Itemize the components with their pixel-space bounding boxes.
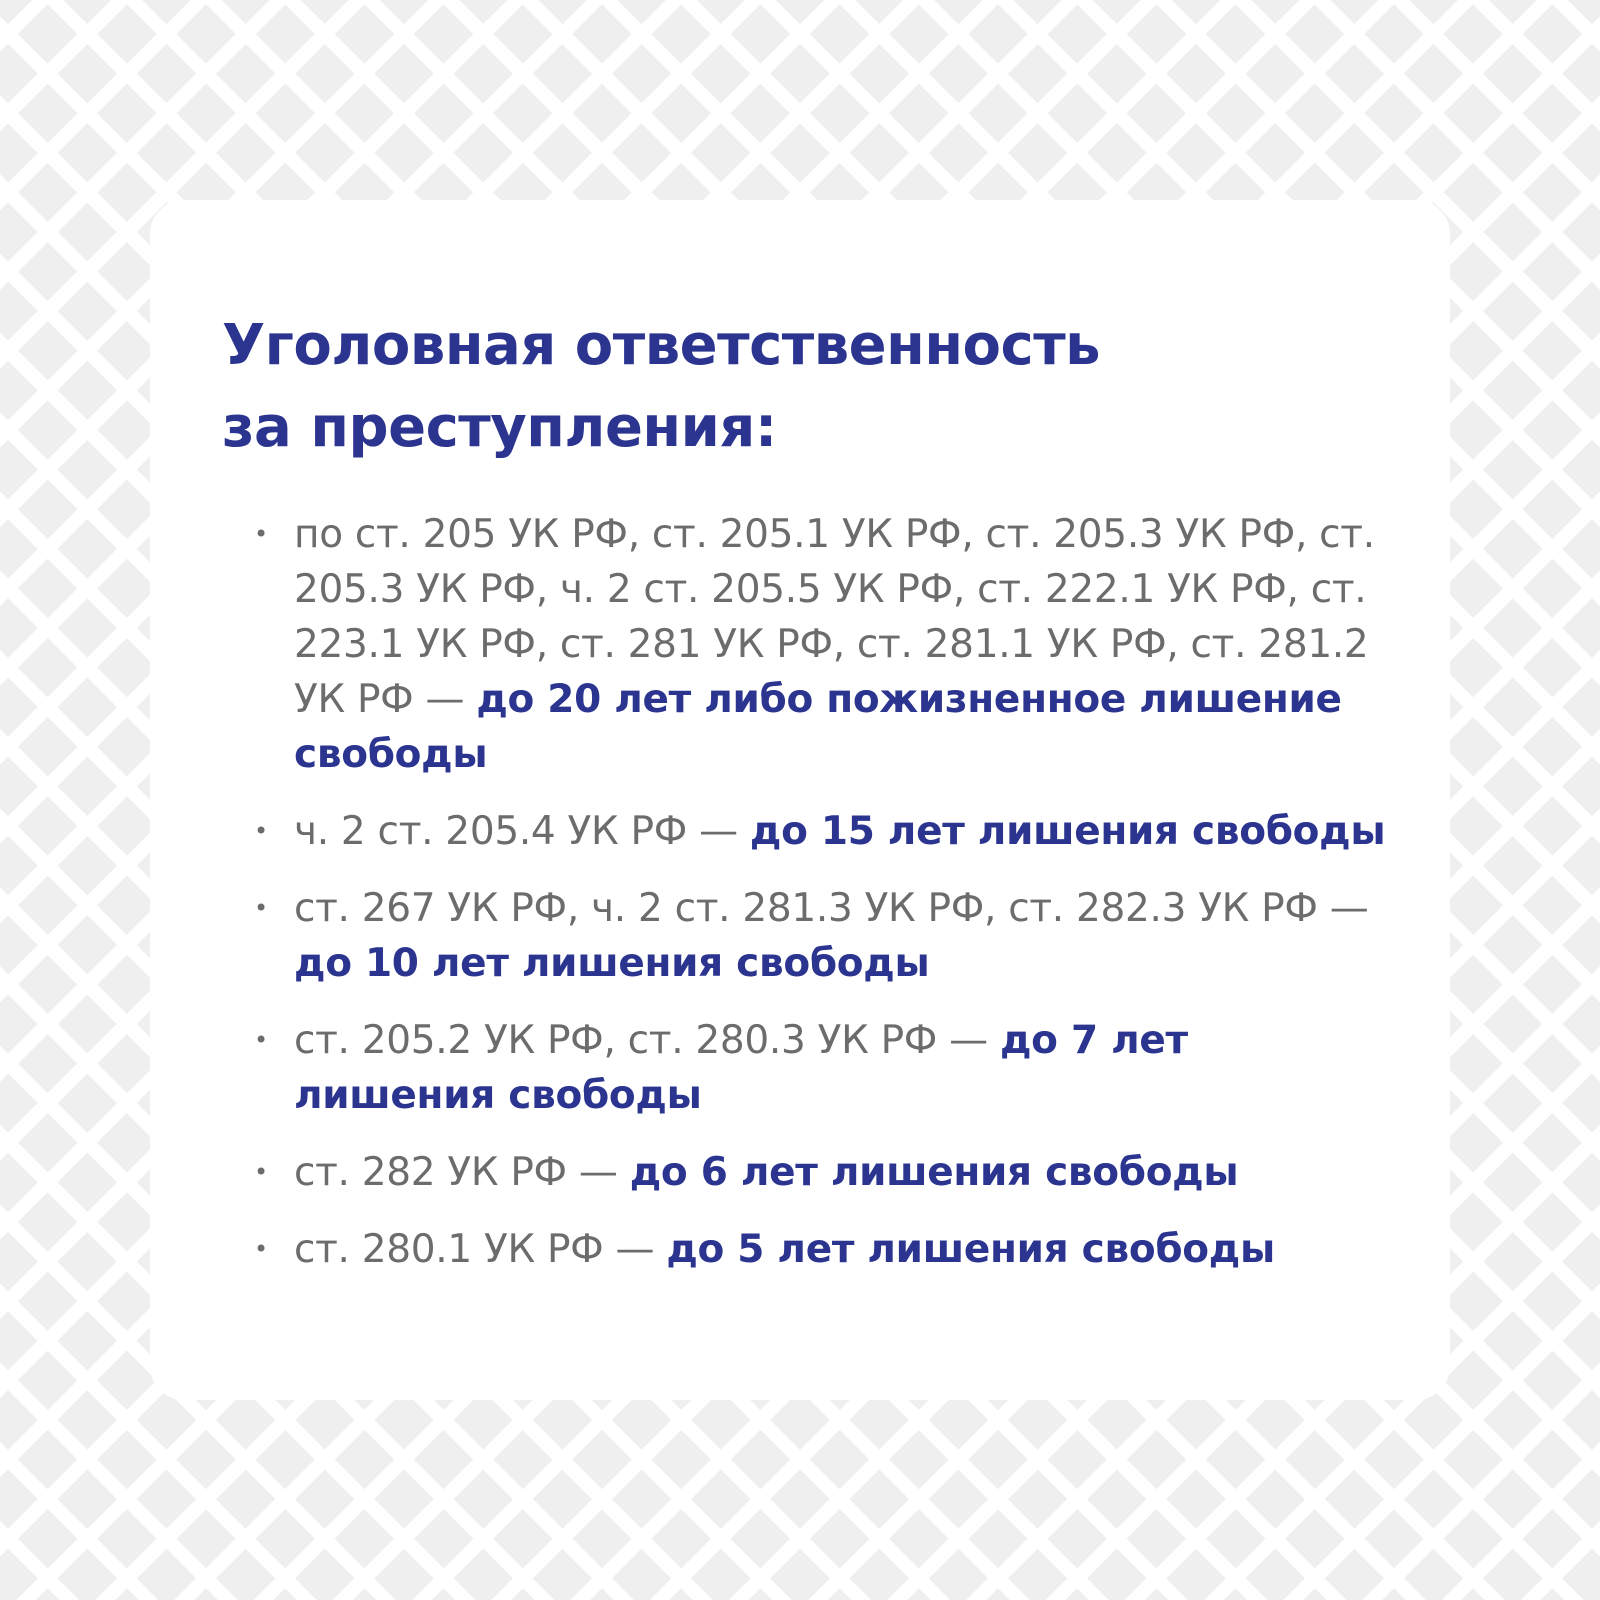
page-title <box>222 305 1390 469</box>
penalty-text: до 20 лет либо пожизненное лишение свободы <box>294 677 1342 777</box>
bullet-icon: • <box>254 1235 268 1263</box>
title-line-1: Уголовная ответственность <box>222 313 1101 378</box>
bullet-icon: • <box>254 1158 268 1186</box>
list-item <box>254 1013 1390 1123</box>
penalty-text: до 15 лет лишения свободы <box>749 809 1386 854</box>
penalty-text: до 5 лет лишения свободы <box>666 1227 1275 1272</box>
articles-text: ч. 2 ст. 205.4 УК РФ — <box>294 809 750 854</box>
articles-text: ст. 280.1 УК РФ — <box>294 1227 667 1272</box>
articles-text: ст. 267 УК РФ, ч. 2 ст. 281.3 УК РФ, ст. 282.3 УК РФ — <box>294 886 1369 931</box>
bullet-icon: • <box>254 1026 268 1054</box>
articles-text: ст. 282 УК РФ — <box>294 1150 630 1195</box>
title-line-2: за преступления: <box>222 395 777 460</box>
articles-text: ст. 205.2 УК РФ, ст. 280.3 УК РФ — <box>294 1018 1000 1063</box>
penalty-text: до 10 лет лишения свободы <box>294 941 930 986</box>
list-item <box>254 1145 1390 1200</box>
bullet-icon: • <box>254 520 268 548</box>
list-item <box>254 804 1390 859</box>
penalty-list <box>222 507 1390 1277</box>
penalty-text: до 7 лет лишения свободы <box>294 1018 1188 1118</box>
penalty-text: до 6 лет лишения свободы <box>629 1150 1239 1195</box>
list-item <box>254 507 1390 782</box>
content-card <box>150 200 1450 1400</box>
articles-text: по ст. 205 УК РФ, ст. 205.1 УК РФ, ст. 205.3 УК РФ, ст. 205.3 УК РФ, ч. 2 ст. 205.5 УК РФ, ст. 222.1 УК РФ, ст. 223.1 УК РФ, ст. 281 УК РФ, ст. 281.1 УК РФ, ст. 281.2 УК РФ — <box>294 512 1375 722</box>
bullet-icon: • <box>254 817 268 845</box>
list-item <box>254 881 1390 991</box>
bullet-icon: • <box>254 894 268 922</box>
list-item <box>254 1222 1390 1277</box>
